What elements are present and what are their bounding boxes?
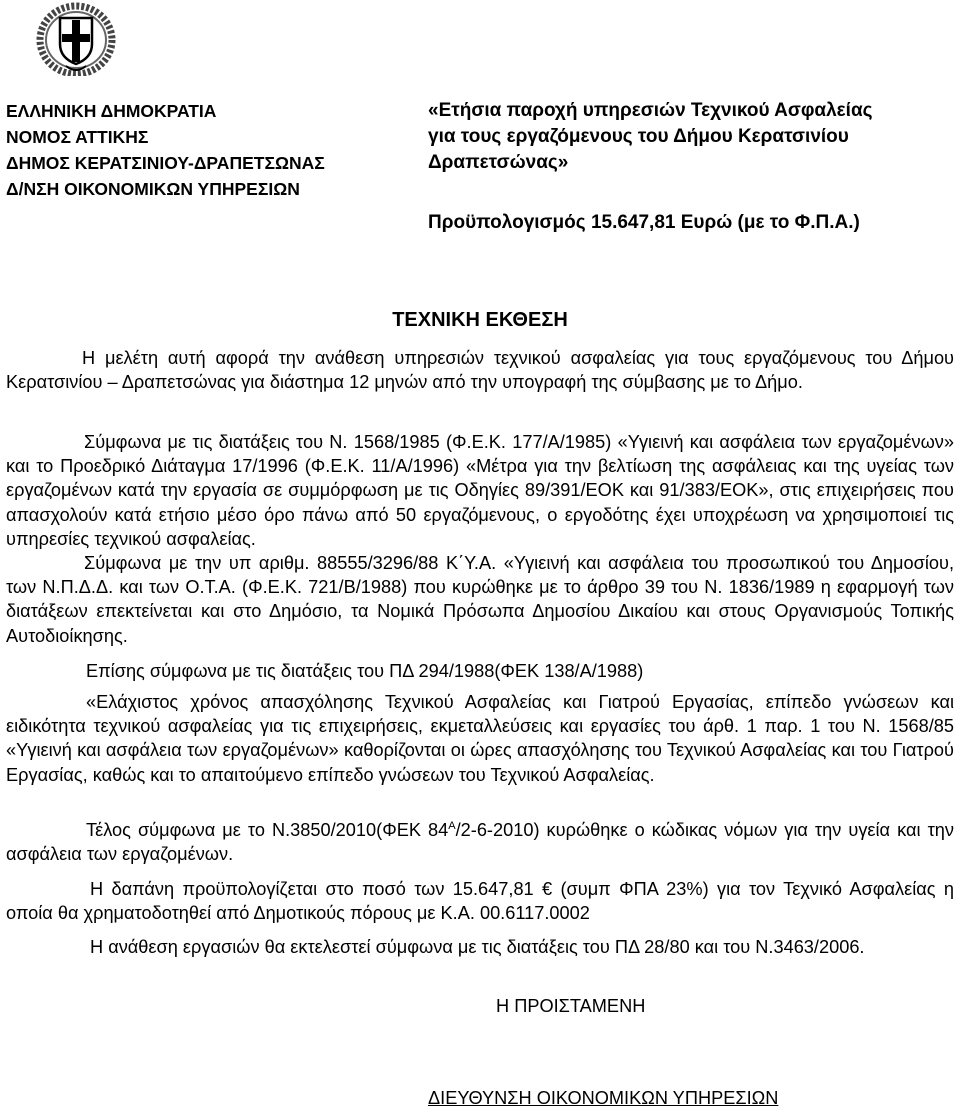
subject-block xyxy=(428,98,873,176)
subject-line-2: για τους εργαζόμενους του Δήμου Κερατσινίου xyxy=(428,126,849,147)
org-line-prefecture: ΝΟΜΟΣ ΑΤΤΙΚΗΣ xyxy=(6,127,149,147)
paragraph-law-1568 xyxy=(6,430,954,551)
paragraph-scope xyxy=(6,346,954,394)
paragraph-pd-294-text: Επίσης σύμφωνα με τις διατάξεις του ΠΔ 294/1988(ΦΕΚ 138/Α/1988) xyxy=(86,661,644,681)
paragraph-expense xyxy=(6,877,954,925)
law-3850-text-end: /2-6-2010) κυρώθηκε ο κώδικας νόμων για την υγεία και την ασφάλεια των εργαζομένων. xyxy=(6,820,954,865)
paragraph-minimum-time xyxy=(6,690,954,787)
paragraph-assignment-text: Η ανάθεση εργασιών θα εκτελεστεί σύμφωνα με τις διατάξεις του ΠΔ 28/80 και του Ν.3463/2006. xyxy=(90,937,865,957)
signatory-department: ΔΙΕΥΘΥΝΣΗ ΟΙΚΟΝΟΜΙΚΩΝ ΥΠΗΡΕΣΙΩΝ xyxy=(428,1088,779,1108)
paragraph-assignment xyxy=(6,935,954,959)
paragraph-scope-text: Η μελέτη αυτή αφορά την ανάθεση υπηρεσιών τεχνικού ασφαλείας για τους εργαζόμενους του Δήμου Κερατσινίου – Δραπετσώνας για διάστημα 12 μηνών από την υπογραφή της σύμβασης με το Δήμο. xyxy=(6,348,954,393)
paragraph-minimum-time-text: «Ελάχιστος χρόνος απασχόλησης Τεχνικού Ασφαλείας και Γιατρού Εργασίας, επίπεδο γνώσεων και ειδικότητα τεχνικού ασφαλείας για τις επιχειρήσεις, εκμεταλλεύσεις και εργασίες του άρθ. 1 παρ. 1 του Ν. 1568/85 «Υγιεινή και ασφάλεια των εργαζομένων» καθορίζονται οι ώρες απασχόλησης του Τεχνικού Ασφαλείας και του Γιατρού Εργασίας, καθώς και το απαιτούμενο επίπεδο γνώσεων του Τεχνικού Ασφαλείας. xyxy=(6,692,954,785)
org-line-department: Δ/ΝΣΗ ΟΙΚΟΝΟΜΙΚΩΝ ΥΠΗΡΕΣΙΩΝ xyxy=(6,179,300,199)
issuing-authority-block xyxy=(6,98,325,202)
paragraph-expense-text: Η δαπάνη προϋπολογίζεται στο ποσό των 15.647,81 € (συμπ ΦΠΑ 23%) για τον Τεχνικό Ασφαλείας η οποία θα χρηματοδοτηθεί από Δημοτικούς πόρους με Κ.Α. 00.6117.0002 xyxy=(6,879,954,924)
signatory-title: Η ΠΡΟΙΣΤΑΜΕΝΗ xyxy=(496,996,646,1016)
paragraph-law-3850-text xyxy=(6,818,954,866)
org-line-municipality: ΔΗΜΟΣ ΚΕΡΑΤΣΙΝΙΟΥ-ΔΡΑΠΕΤΣΩΝΑΣ xyxy=(6,153,325,173)
org-line-republic: ΕΛΛΗΝΙΚΗ ΔΗΜΟΚΡΑΤΙΑ xyxy=(6,101,217,121)
paragraph-pd-294 xyxy=(6,659,954,683)
paragraph-ministerial-decision xyxy=(6,551,954,648)
subject-line-1: «Ετήσια παροχή υπηρεσιών Τεχνικού Ασφαλείας xyxy=(428,100,873,121)
document-title: ΤΕΧΝΙΚΗ ΕΚΘΕΣΗ xyxy=(392,309,568,331)
law-3850-superscript: Α xyxy=(448,819,456,832)
law-3850-text-start: Τέλος σύμφωνα με το Ν.3850/2010(ΦΕΚ 84 xyxy=(86,820,449,840)
hellenic-republic-emblem-icon xyxy=(36,0,116,76)
paragraph-law-1568-text: Σύμφωνα με τις διατάξεις του Ν. 1568/1985 (Φ.Ε.Κ. 177/Α/1985) «Υγιεινή και ασφάλεια των εργαζομένων» και το Προεδρικό Διάταγμα 17/1996 (Φ.Ε.Κ. 11/Α/1996) «Μέτρα για την βελτίωση της ασφάλειας και της υγείας των εργαζομένων κατά την εργασία σε συμμόρφωση με τις Οδηγίες 89/391/ΕΟΚ και 91/383/ΕΟΚ», στις επιχειρήσεις που απασχολούν κατά ετήσιο μέσο όρο πάνω από 50 εργαζόμενους, ο εργοδότης έχει υποχρέωση να χρησιμοποιεί τις υπηρεσίες τεχνικού ασφαλείας. xyxy=(6,432,954,549)
paragraph-ministerial-decision-text: Σύμφωνα με την υπ αριθμ. 88555/3296/88 Κ΄Υ.Α. «Υγιεινή και ασφάλεια του προσωπικού του Δημοσίου, των Ν.Π.Δ.Δ. και των Ο.Τ.Α. (Φ.Ε.Κ. 721/Β/1988) που κυρώθηκε με το άρθρο 39 του Ν. 1836/1989 η εφαρμογή των διατάξεων επεκτείνεται και στο Δημόσιο, τα Νομικά Πρόσωπα Δημοσίου Δικαίου και στους Οργανισμούς Τοπικής Αυτοδιοίκησης. xyxy=(6,553,954,646)
subject-line-3: Δραπετσώνας» xyxy=(428,152,569,173)
budget-line: Προϋπολογισμός 15.647,81 Ευρώ (με το Φ.Π.Α.) xyxy=(428,212,860,233)
paragraph-law-3850 xyxy=(6,818,954,866)
